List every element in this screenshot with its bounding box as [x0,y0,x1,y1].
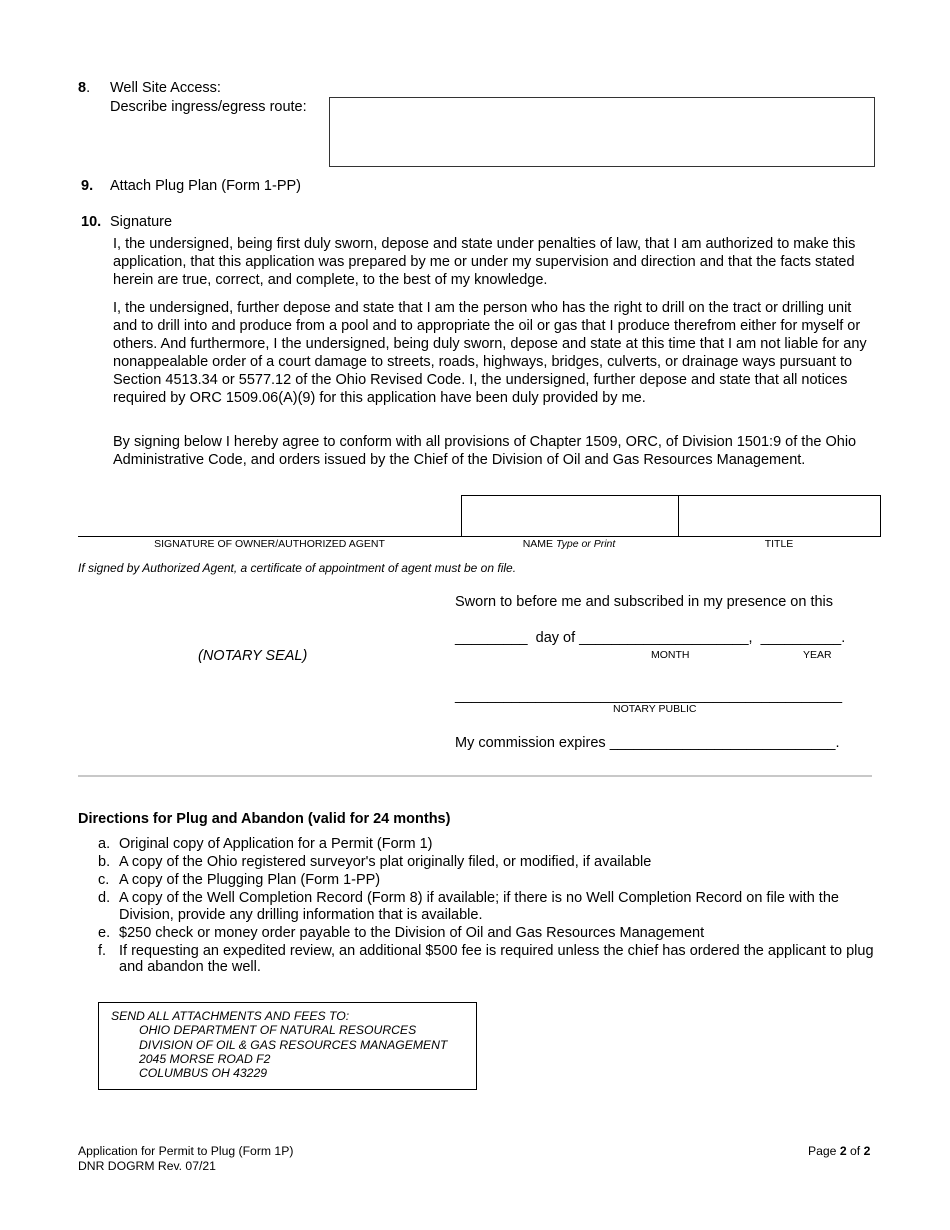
list-item [98,925,888,942]
list-item [98,854,888,871]
mailing-header: SEND ALL ATTACHMENTS AND FEES TO: [111,1009,350,1023]
list-marker: b. [98,853,111,870]
list-text: A copy of the Ohio registered surveyor's plat originally filed, or modified, if available [119,853,652,870]
notary-seal: (NOTARY SEAL) [198,648,308,664]
section-10-title: Signature [110,214,173,230]
page-total: 2 [863,1144,871,1158]
list-marker: c. [98,871,110,888]
commission-expires: My commission expires ____________________________. [455,735,840,751]
sworn-text: Sworn to before me and subscribed in my presence on this [455,594,834,610]
agent-note: If signed by Authorized Agent, a certificate of appointment of agent must be on file. [78,561,517,575]
footer-revision: DNR DOGRM Rev. 07/21 [78,1159,216,1173]
notary-signature-line: ________________________________________________ [455,688,843,704]
signature-line [78,536,881,537]
ingress-route-label: Describe ingress/egress route: [110,99,307,115]
section-8-number: 8. [78,80,91,96]
name-caption [461,538,677,550]
footer-form-name: Application for Permit to Plug (Form 1P) [78,1144,294,1158]
page-label: Page [808,1144,837,1158]
mailing-address-box [98,1002,477,1090]
year-caption: YEAR [803,649,832,661]
list-marker: e. [98,924,111,941]
mailing-line-2: DIVISION OF OIL & GAS RESOURCES MANAGEMENT [139,1038,448,1052]
directions-list [98,836,888,977]
section-10-number: 10. [81,214,102,230]
name-field[interactable] [461,495,679,536]
mailing-line-3: 2045 MORSE ROAD F2 [139,1052,271,1066]
mailing-line-4: COLUMBUS OH 43229 [139,1066,268,1080]
section-divider [78,775,872,777]
title-field[interactable] [678,495,881,536]
affidavit-paragraph-3: By signing below I hereby agree to conform with all provisions of Chapter 1509, ORC, of Division 1501:9 of the Ohio Administrative Code, and orders issued by the Chief of the Division of Oil and Gas Resources Management. [113,434,857,468]
list-item [98,943,888,976]
section-9-number: 9. [81,178,94,194]
name-caption-italic: Type or Print [555,538,616,550]
section-8-title: Well Site Access: [110,80,221,96]
list-text: If requesting an expedited review, an additional $500 fee is required unless the chief has ordered the applicant to plug and abandon the well. [119,942,874,976]
name-caption-text: NAME [522,538,554,550]
list-text: A copy of the Plugging Plan (Form 1-PP) [119,871,381,888]
page-current: 2 [839,1144,847,1158]
affidavit-paragraph-1: I, the undersigned, being first duly sworn, depose and state under penalties of law, that I am authorized to make this application, that this application was prepared by me or under my supervision and direction and that the facts stated herein are true, correct, and complete, to the best of my knowledge. [113,236,856,288]
list-item [98,890,888,923]
month-caption: MONTH [651,649,690,661]
mailing-line-1: OHIO DEPARTMENT OF NATURAL RESOURCES [139,1023,417,1037]
affidavit-paragraph-2: I, the undersigned, further depose and state that I am the person who has the right to drill on the tract or drilling unit and to drill into and produce from a pool and to appropriate the oil or gas that I produce therefrom either for myself or others. And furthermore, I the undersigned, being duly sworn, depose and state at this time that I am not liable for any nonappealable order of a court damage to streets, roads, highways, bridges, culverts, or drainage ways pursuant to Section 4513.34 or 5577.12 of the Ohio Revised Code. I, the undersigned, further depose and state that all notices required by ORC 1509.06(A)(9) for this application have been duly provided by me. [113,300,867,406]
list-text: $250 check or money order payable to the Division of Oil and Gas Resources Management [119,924,705,941]
page-number [808,1144,870,1158]
list-text: A copy of the Well Completion Record (Form 8) if available; if there is no Well Completion Record on file with the Division, provide any drilling information that is available. [119,889,839,923]
section-9-title: Attach Plug Plan (Form 1-PP) [110,178,301,194]
list-item [98,872,888,889]
list-text: Original copy of Application for a Permit (Form 1) [119,836,433,852]
list-marker: f. [98,942,107,959]
list-marker: d. [98,889,111,906]
ingress-route-field[interactable] [329,97,875,167]
page-of: of [850,1144,861,1158]
signature-caption: SIGNATURE OF OWNER/AUTHORIZED AGENT [154,538,385,550]
title-caption: TITLE [764,538,794,550]
list-item [98,836,888,853]
directions-heading: Directions for Plug and Abandon (valid for 24 months) [78,811,451,827]
list-marker: a. [98,836,111,852]
date-line: _________ day of _____________________, __________. [455,630,846,646]
notary-public-caption: NOTARY PUBLIC [613,703,697,715]
